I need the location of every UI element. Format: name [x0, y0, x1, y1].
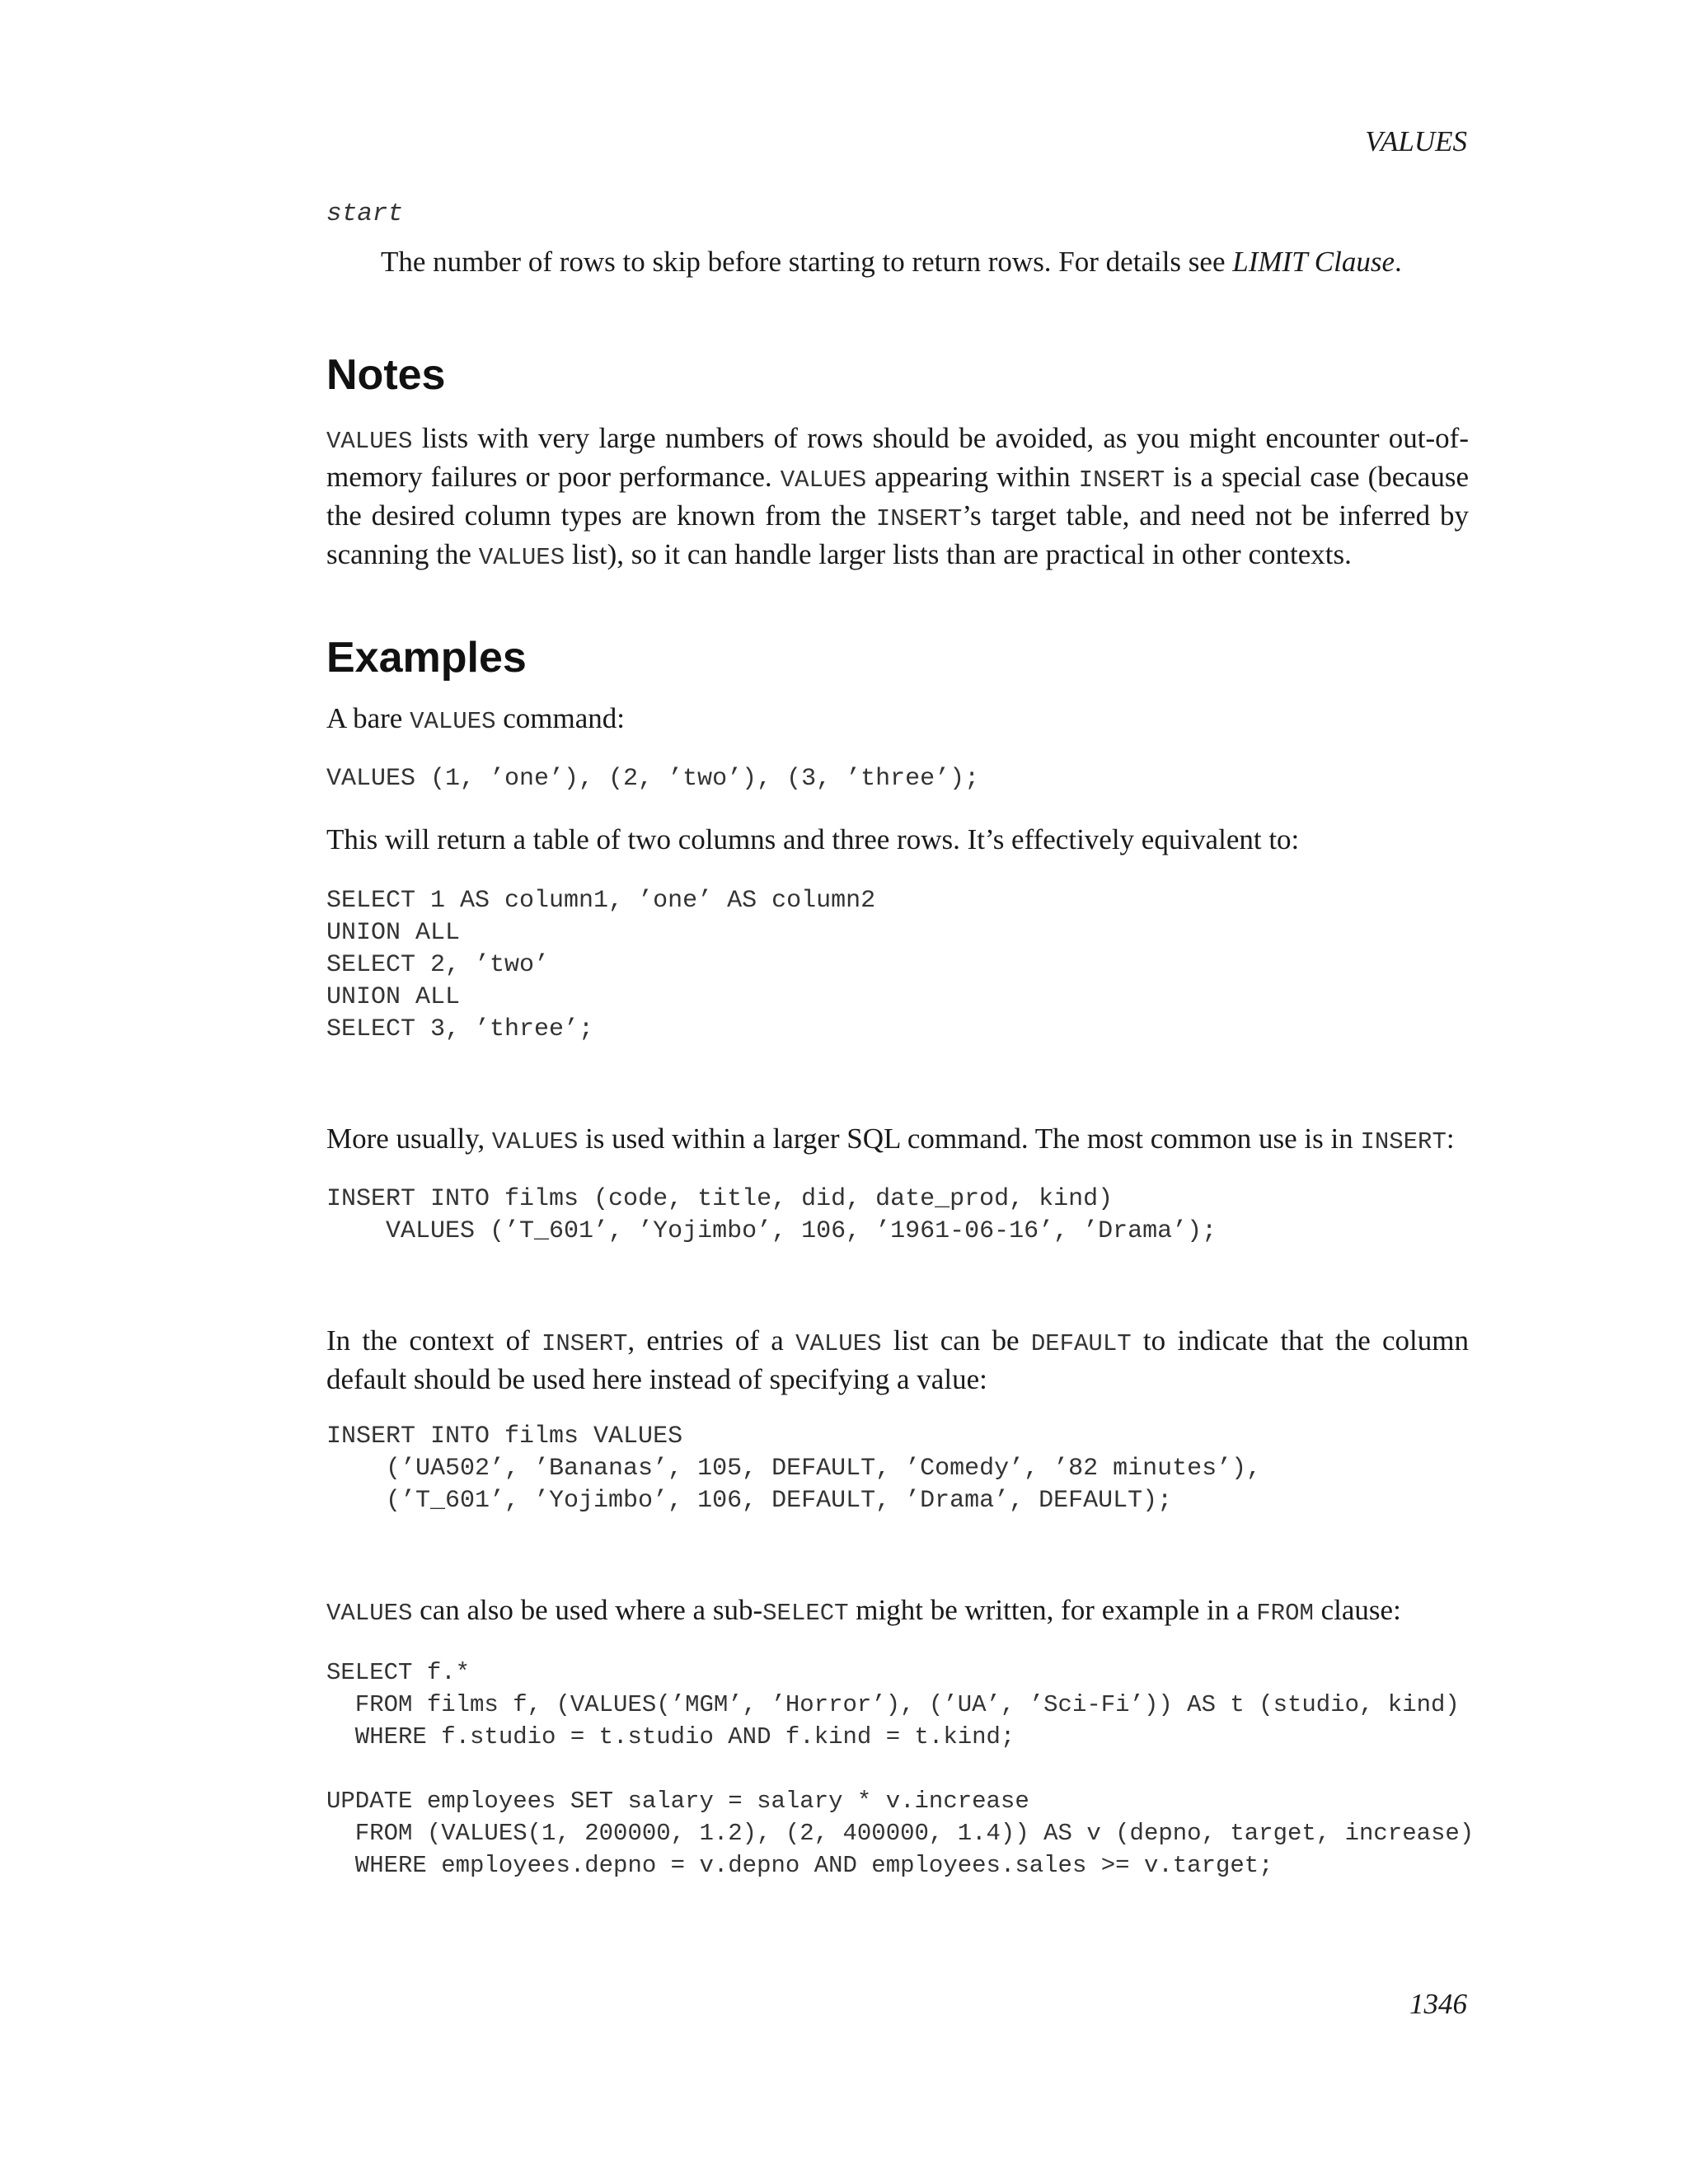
example-intro-5: VALUES can also be used where a sub-SELECT might be written, for example in a FROM clause: — [326, 1594, 1401, 1627]
page-number: 1346 — [1409, 1988, 1467, 2020]
notes-paragraph: VALUES lists with very large numbers of rows should be avoided, as you might encounter out-of-memory failures or poor performance. VALUES appearing within INSERT is a special case (because the desired column types are known from the INSERT’s target table, and need not be inferred by scanning the VALUES list), so it can handle larger lists than are practical in other contexts. — [326, 422, 1469, 571]
notes-heading: Notes — [326, 351, 446, 399]
running-header: VALUES — [1365, 125, 1467, 157]
limit-clause-link[interactable]: LIMIT Clause — [1232, 246, 1395, 278]
parameter-term: start — [326, 199, 404, 228]
example-intro-4: In the context of INSERT, entries of a VALUES list can be DEFAULT to indicate that the column default should be used here instead of specifying a value: — [326, 1324, 1470, 1395]
example-intro-1: A bare VALUES command: — [326, 702, 625, 735]
code-block-union: SELECT 1 AS column1, ’one’ AS column2 UNION ALL SELECT 2, ’two’ UNION ALL SELECT 3, ’three’; — [326, 887, 876, 1043]
example-intro-2: This will return a table of two columns and three rows. It’s effectively equivalent to: — [326, 823, 1300, 855]
code-block-insert: INSERT INTO films (code, title, did, date_prod, kind) VALUES (’T_601’, ’Yojimbo’, 106, ’1961-06-16’, ’Drama’); — [326, 1185, 1217, 1245]
code-block-insert-default: INSERT INTO films VALUES (’UA502’, ’Bananas’, 105, DEFAULT, ’Comedy’, ’82 minutes’), (’T_601’, ’Yojimbo’, 106, DEFAULT, ’Drama’, DEFAULT); — [326, 1422, 1262, 1515]
example-intro-3: More usually, VALUES is used within a larger SQL command. The most common use is in INSERT: — [326, 1122, 1455, 1155]
examples-heading: Examples — [326, 634, 527, 682]
code-block-values: VALUES (1, ’one’), (2, ’two’), (3, ’three’); — [326, 765, 980, 793]
code-block-subselect: SELECT f.* FROM films f, (VALUES(’MGM’, ’Horror’), (’UA’, ’Sci-Fi’)) AS t (studio, kind) WHERE f.studio = t.studio AND f.kind = t.kind; UPDATE employees SET salary = salary * v.increase FROM (VALUES(1, 200000, 1.2), (2, 400000, 1.4)) AS v (depno, target, increase) WHERE employees.depno = v.depno AND employees.sales >= v.target; — [326, 1659, 1475, 1879]
parameter-description: The number of rows to skip before starting to return rows. For details see LIMIT Clause. — [381, 246, 1402, 278]
